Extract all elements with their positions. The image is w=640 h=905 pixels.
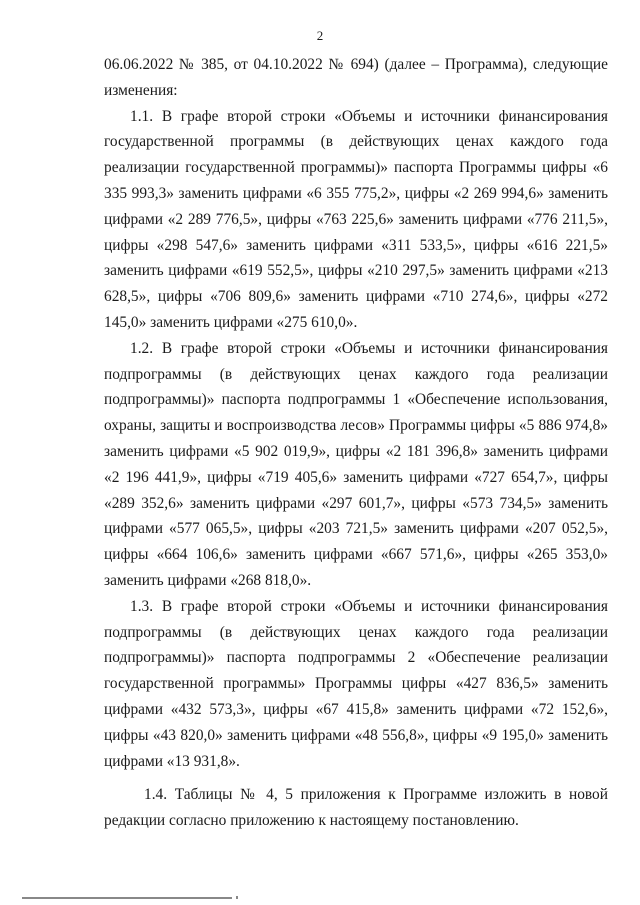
item-1-3-paragraph: 1.3. В графе второй строки «Объемы и источники финансирования подпрограммы (в действующих ценах каждого года реализации подпрограммы)» паспорта подпрограммы 2 «Обеспечение реализации государственной программы» Программы цифры «427 836,5» заменить цифрами «432 573,3», цифры «67 415,8» заменить цифрами «72 152,6», цифры «43 820,0» заменить цифрами «48 556,8», цифры «9 195,0» заменить цифрами «13 931,8».: [104, 597, 608, 770]
intro-paragraph: 06.06.2022 № 385, от 04.10.2022 № 694) (далее – Программа), следующие изменения:: [104, 56, 608, 99]
document-body: [104, 52, 608, 834]
item-1-4-paragraph: 1.4. Таблицы № 4, 5 приложения к Программе изложить в новой редакции согласно приложению к настоящему постановлению.: [104, 786, 608, 830]
item-1-1-paragraph: 1.1. В графе второй строки «Объемы и источники финансирования государственной программы (в действующих ценах каждого года реализации государственной программы)» паспорта Программы цифры «6 335 993,3» заменить цифрами «6 355 775,2», цифры «2 269 994,6» заменить цифрами «2 289 776,5», цифры «763 225,6» заменить цифрами «776 211,5», цифры «298 547,6» заменить цифрами «311 533,5», цифры «616 221,5» заменить цифрами «619 552,5», цифры «210 297,5» заменить цифрами «213 628,5», цифры «706 809,6» заменить цифрами «710 274,6», цифры «272 145,0» заменить цифрами «275 610,0».: [104, 107, 608, 331]
scan-edge-dot: [236, 896, 238, 899]
scan-edge-mark: [22, 897, 232, 899]
item-1-2-paragraph: 1.2. В графе второй строки «Объемы и источники финансирования подпрограммы (в действующих ценах каждого года реализации подпрограммы)» паспорта подпрограммы 1 «Обеспечение использования, охраны, защиты и воспроизводства лесов» Программы цифры «5 886 974,8» заменить цифрами «5 902 019,9», цифры «2 181 396,8» заменить цифрами «2 196 441,9», цифры «719 405,6» заменить цифрами «727 654,7», цифры «289 352,6» заменить цифрами «297 601,7», цифры «573 734,5» заменить цифрами «577 065,5», цифры «203 721,5» заменить цифрами «207 052,5», цифры «664 106,6» заменить цифрами «667 571,6», цифры «265 353,0» заменить цифрами «268 818,0».: [104, 339, 608, 589]
page-number: 2: [316, 28, 324, 43]
